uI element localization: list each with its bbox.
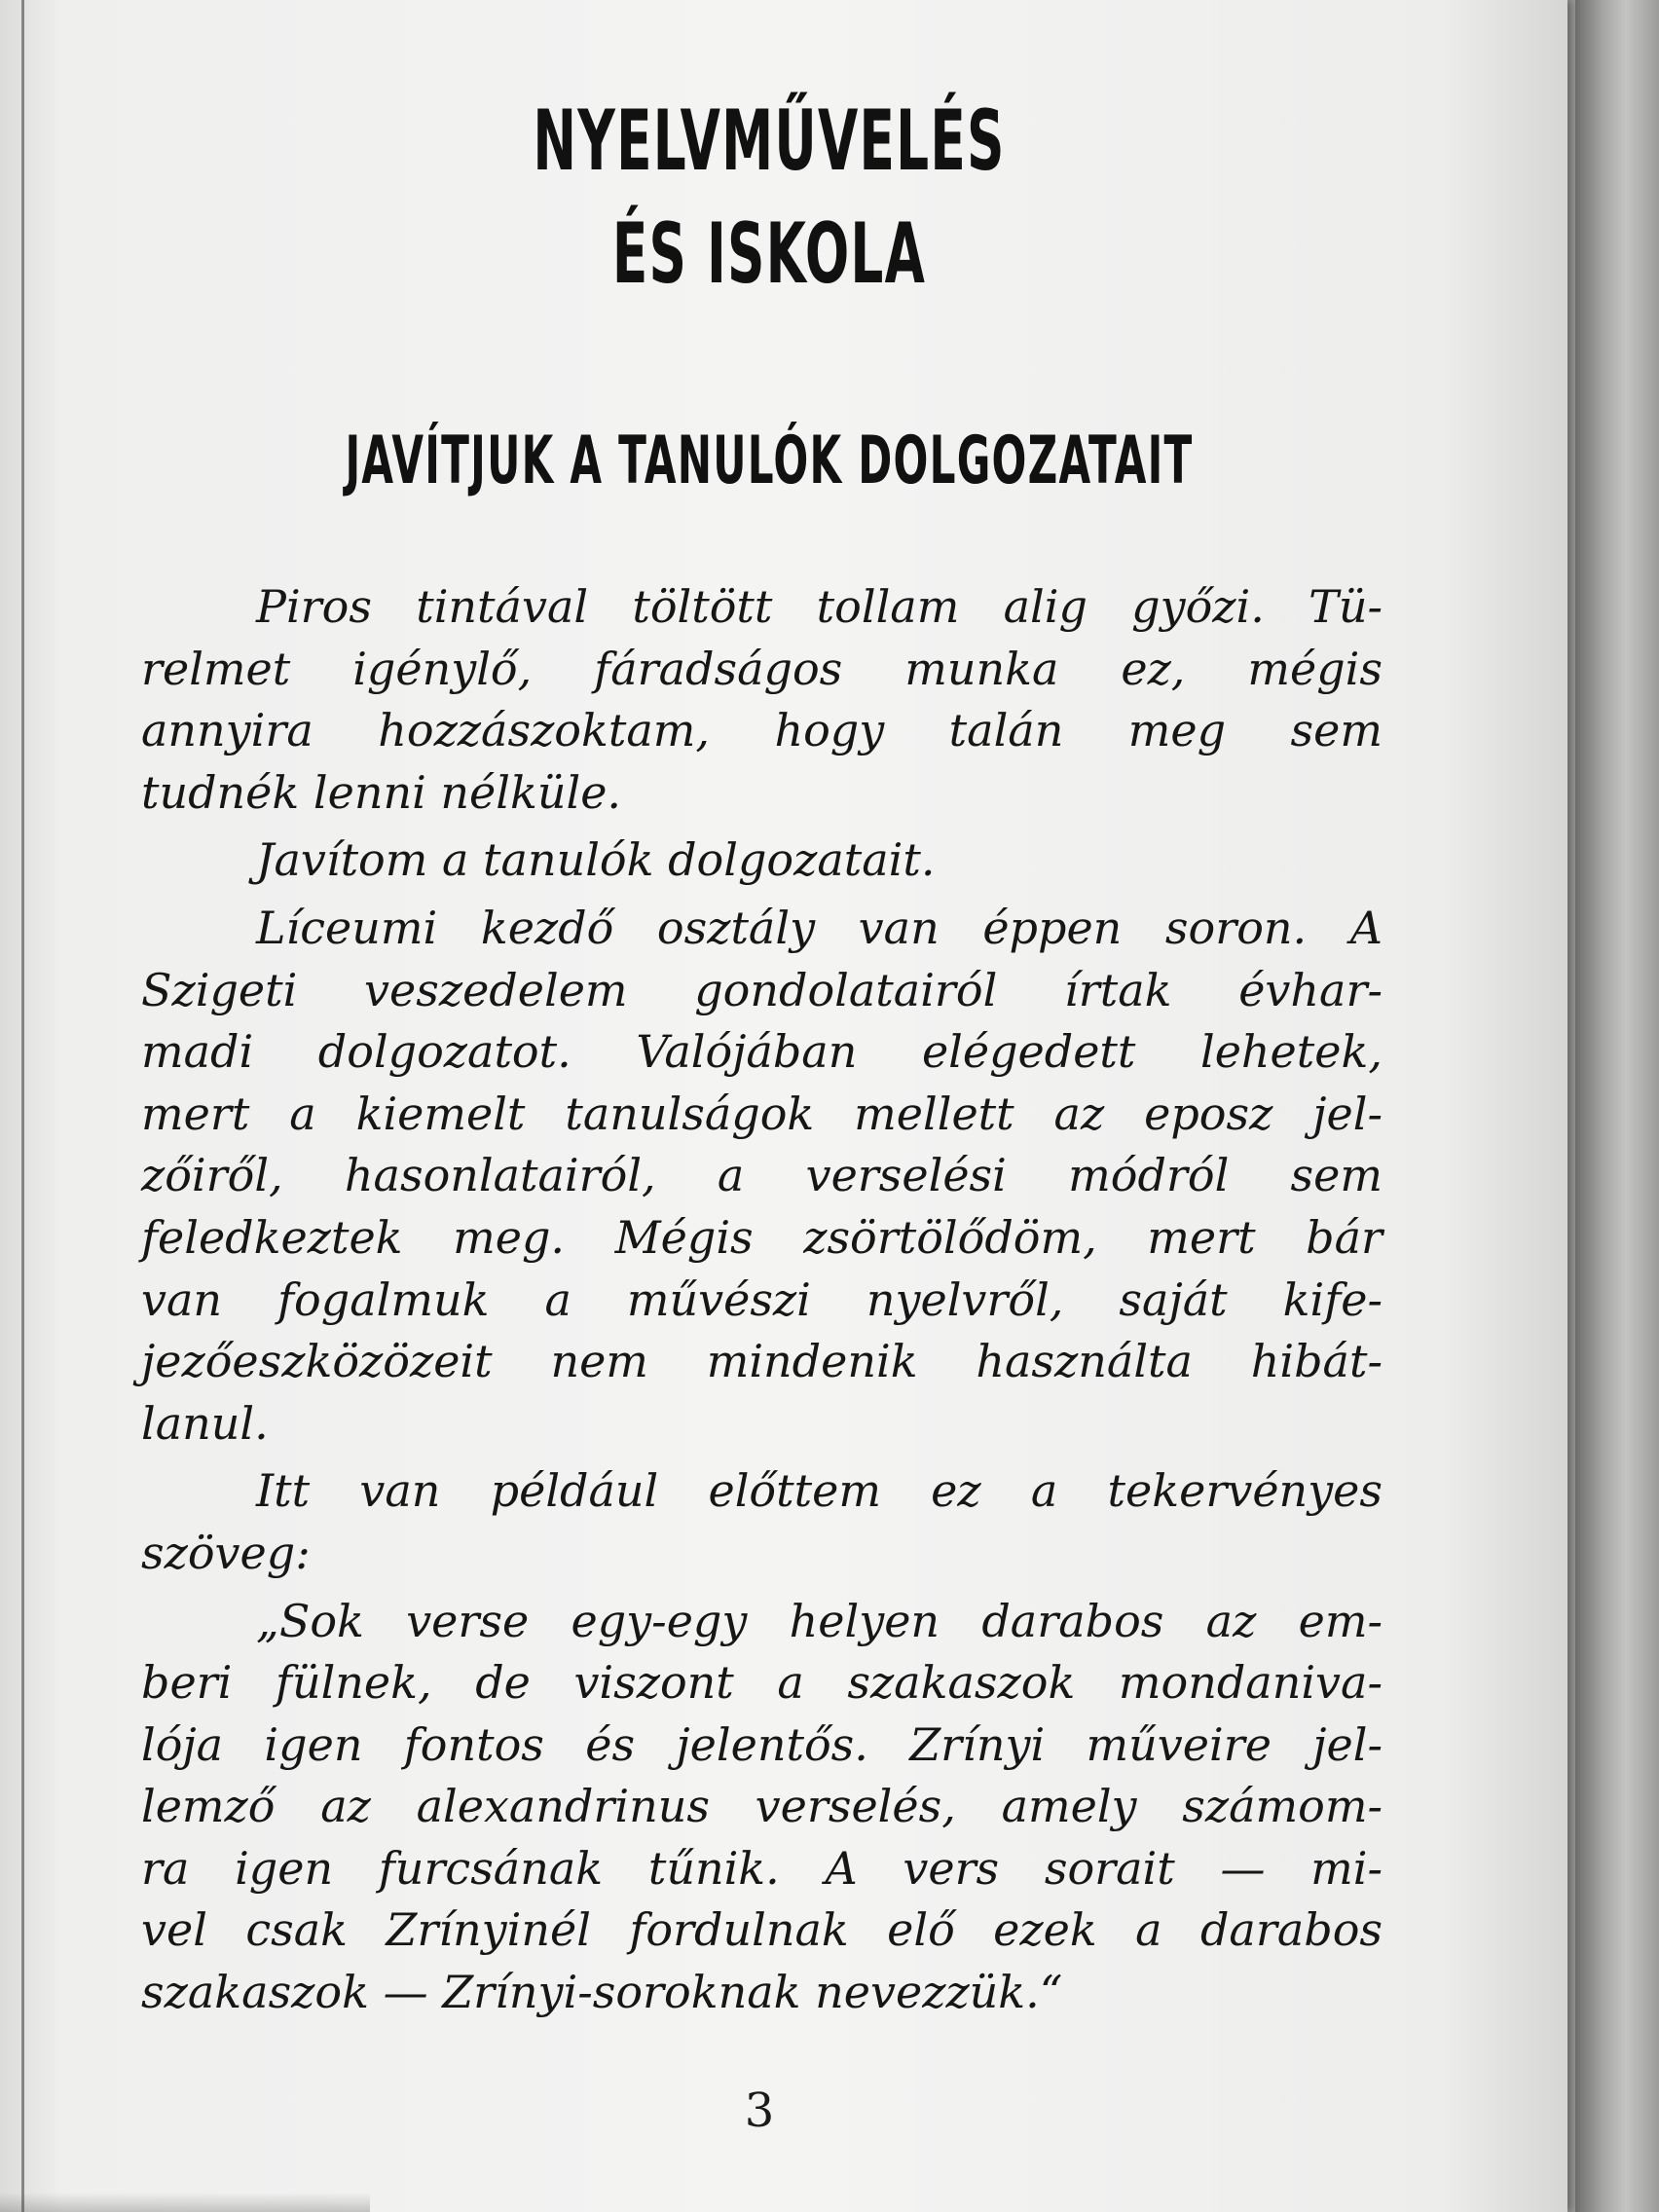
section-title-line-1: NYELVMŰVELÉS [533, 92, 1006, 190]
page-bottom-shadow [0, 2193, 370, 2212]
paragraph-4 [141, 1460, 1382, 1584]
text-line: lója igen fontos és jelentős. Zrínyi műveire jel- [141, 1717, 1382, 1771]
text-line: van fogalmuk a művészi nyelvről, saját kife- [141, 1272, 1382, 1326]
paragraph-1 [141, 576, 1382, 824]
text-line: lanul. [141, 1396, 269, 1450]
text-line: jezőeszközözeit nem mindenik használta hibát- [141, 1335, 1382, 1388]
paragraph-5-quote [141, 1591, 1382, 2024]
text-line: Itt van például előttem ez a tekervényes [256, 1464, 1382, 1518]
article-title: JAVÍTJUK A TANULÓK DOLGOZATAIT [345, 423, 1194, 499]
paragraph-2 [141, 830, 1382, 892]
text-line: tudnék lenni nélküle. [141, 765, 622, 819]
article-body [141, 576, 1382, 2030]
text-line: relmet igénylő, fáradságos munka ez, mégis [141, 642, 1382, 695]
text-line: feledkeztek meg. Mégis zsörtölődöm, mert bár [141, 1210, 1382, 1264]
section-title-line-2: ÉS ISKOLA [611, 205, 927, 303]
page-gutter-edge [21, 0, 24, 2212]
text-line: Javítom a tanulók dolgozatait. [256, 833, 936, 887]
paragraph-3 [141, 898, 1382, 1455]
text-line: szöveg: [141, 1526, 311, 1579]
text-line: madi dolgozatot. Valójában elégedett lehetek, [141, 1025, 1382, 1079]
text-line: zőiről, hasonlatairól, a verselési módról sem [141, 1149, 1382, 1202]
text-line: vel csak Zrínyinél fordulnak elő ezek a darabos [141, 1903, 1382, 1957]
text-line: annyira hozzászoktam, hogy talán meg sem [141, 704, 1382, 757]
background-surface [1575, 0, 1659, 2212]
text-line: beri fülnek, de viszont a szakaszok mondaniva- [141, 1656, 1382, 1710]
text-line: ra igen furcsának tűnik. A vers sorait — mi- [141, 1841, 1382, 1895]
page-number: 3 [744, 2083, 775, 2138]
text-line: Líceumi kezdő osztály van éppen soron. A [256, 901, 1382, 954]
text-line: „Sok verse egy-egy helyen darabos az em- [256, 1594, 1382, 1647]
text-line: lemző az alexandrinus verselés, amely számom- [141, 1780, 1382, 1833]
text-line: mert a kiemelt tanulságok mellett az eposz jel- [141, 1087, 1382, 1140]
text-line: szakaszok — Zrínyi-soroknak nevezzük.“ [141, 1966, 1063, 2019]
text-line: Piros tintával töltött tollam alig győzi. Tü- [256, 580, 1382, 633]
text-line: Szigeti veszedelem gondolatairól írtak évhar- [141, 963, 1382, 1016]
